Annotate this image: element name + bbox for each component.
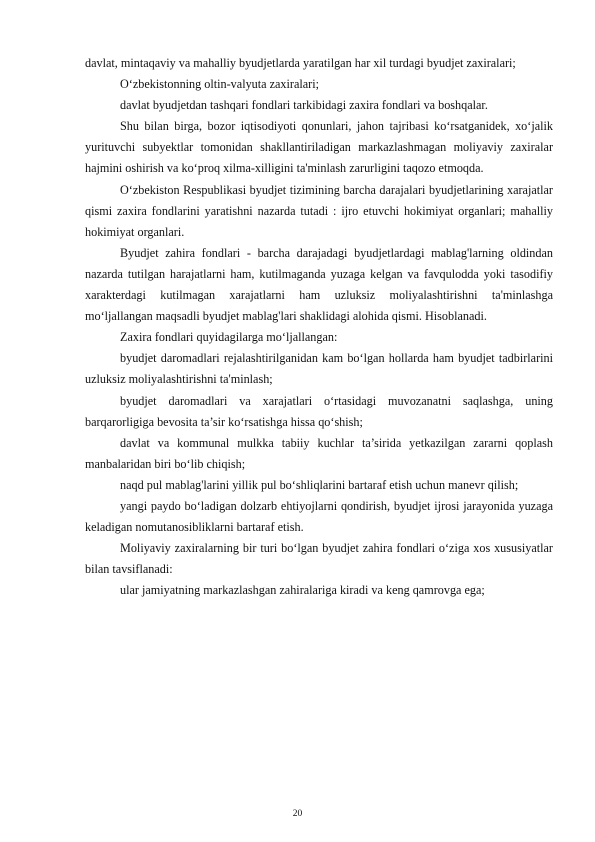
list-item-damage-compensation: davlat va kommunal mulkka tabiiy kuchlar ta’sirida yetkazilgan zararni qoplash manbalaridan biri bo‘lib chiqish; xyxy=(85,435,553,471)
paragraph-market-economy: Shu bilan birga, bozor iqtisodiyoti qonunlari, jahon tajribasi ko‘rsatganidek, xo‘jalik yurituvchi subyektlar tomonidan shakllantiriladigan markazlashmagan moliyaviy zaxiralar hajmini oshirish va ko‘proq xilma-xilligini ta'minlash zarurligini taqozo etmoqda. xyxy=(85,119,553,176)
list-item-balance: byudjet daromadlari va xarajatlari o‘rtasidagi muvozanatni saqlashga, uning barqarorligiga bevosita ta’sir ko‘rsatishga hissa qo‘shish; xyxy=(85,393,553,429)
paragraph-budget-system: O‘zbekiston Respublikasi byudjet tizimining barcha darajalari byudjetlarining xarajatlar qismi zaxira fondlarini yaratishni nazarda tutadi : ijro etuvchi hokimiyat organlari; mahalliy hokimiyat organlari. xyxy=(85,182,553,239)
paragraph-features-intro: Moliyaviy zaxiralarning bir turi bo‘lgan byudjet zahira fondlari o‘ziga xos xususiyatlar bilan tavsiflanadi: xyxy=(85,541,553,577)
list-item-centralized-reserves: ular jamiyatning markazlashgan zahiralariga kiradi va keng qamrovga ega; xyxy=(120,583,485,598)
paragraph-gold-currency-reserves: O‘zbekistonning oltin-valyuta zaxiralari; xyxy=(120,77,319,92)
list-item-cash-maneuver: naqd pul mablag'larini yillik pul bo‘shliqlarini bartaraf etish uchun manevr qilish; xyxy=(120,477,519,492)
paragraph-continuation: davlat, mintaqaviy va mahalliy byudjetlarda yaratilgan har xil turdagi byudjet zaxiralari; xyxy=(85,56,516,70)
paragraph-reserve-funds-definition: Byudjet zahira fondlari - barcha darajadagi byudjetlardagi mablag'larning oldindan nazarda tutilgan harajatlarni ham, kutilmaganda yuzaga kelgan va favqulodda yoki tasodifiy xarakterdagi kutilmagan xarajatlarni ham uzluksiz moliyalashtirishni ta'minlashga mo‘ljallangan maqsadli byudjet mablag'lari shaklidagi alohida qismi. Hisoblanadi. xyxy=(85,245,553,324)
page-body xyxy=(85,53,553,601)
paragraph-extrabudgetary-funds: davlat byudjetdan tashqari fondlari tarkibidagi zaxira fondlari va boshqalar. xyxy=(120,98,488,113)
list-item-continuous-financing: byudjet daromadlari rejalashtirilganidan kam bo‘lgan hollarda ham byudjet tadbirlarini uzluksiz moliyalashtirishni ta'minlash; xyxy=(85,351,553,387)
page-number: 20 xyxy=(292,809,303,819)
list-item-new-needs: yangi paydo bo‘ladigan dolzarb ehtiyojlarni qondirish, byudjet ijrosi jarayonida yuzaga keladigan nomutanosibliklarni bartaraf etish. xyxy=(85,498,553,535)
paragraph-reserve-purposes-intro: Zaxira fondlari quyidagilarga mo‘ljallangan: xyxy=(120,330,338,345)
